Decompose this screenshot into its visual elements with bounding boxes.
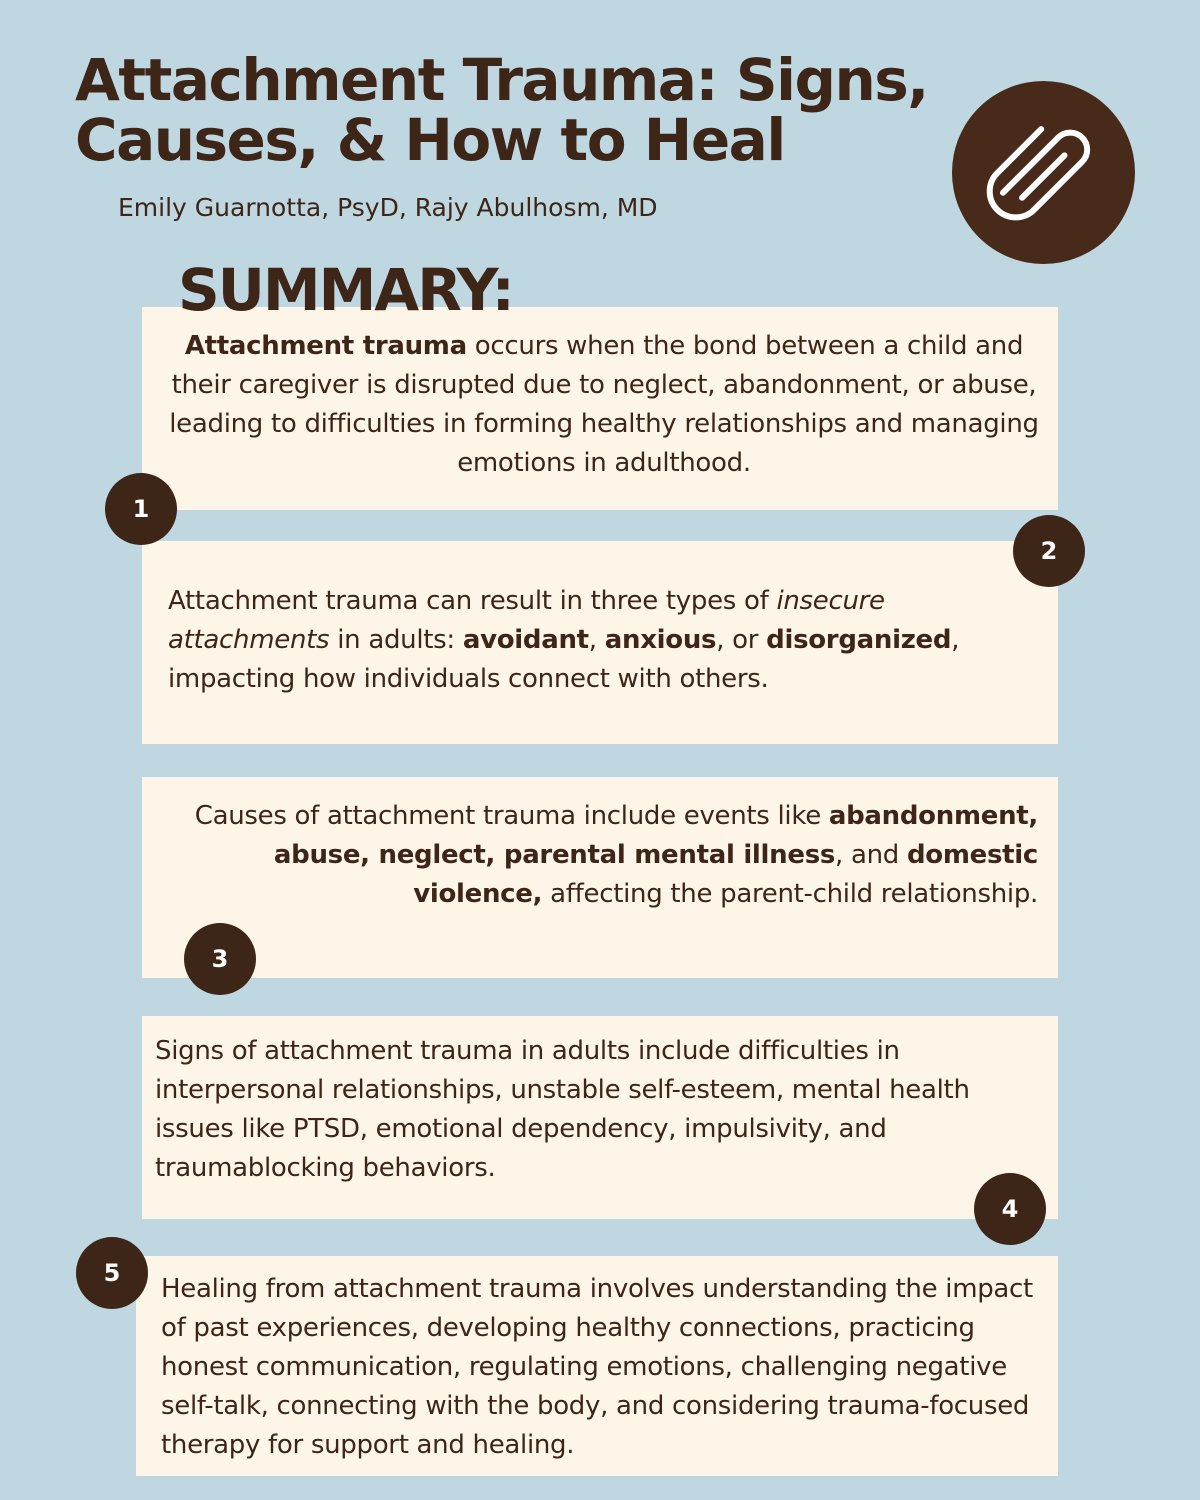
card-3-text-2: , and: [835, 840, 907, 870]
authors: Emily Guarnotta, PsyD, Rajy Abulhosm, MD: [118, 193, 658, 222]
card-1-bold-term: Attachment trauma: [184, 331, 467, 361]
summary-card-3: [142, 777, 1058, 978]
card-4-text: Signs of attachment trauma in adults include difficulties in interpersonal relationships, unstable self-esteem, mental health issues like PTSD, emotional dependency, impulsivity, and traumablocking behaviors.: [155, 1036, 970, 1183]
card-2-bold-avoidant: avoidant: [462, 625, 589, 655]
title-line-2: Causes, & How to Heal: [75, 106, 785, 174]
summary-card-1: [142, 307, 1058, 510]
card-5-text: Healing from attachment trauma involves understanding the impact of past experiences, developing healthy connections, practicing honest communication, regulating emotions, challenging negative self-talk, connecting with the body, and considering trauma-focused therapy for support and healing.: [161, 1274, 1033, 1460]
card-2-text-1: Attachment trauma can result in three types of: [168, 586, 777, 616]
card-2-text-2: in adults:: [329, 625, 463, 655]
card-2-bold-disorganized: disorganized: [766, 625, 952, 655]
title-line-1: Attachment Trauma: Signs,: [75, 46, 928, 114]
card-3-text-1: Causes of attachment trauma include events like: [194, 801, 829, 831]
page-title: [75, 46, 955, 174]
number-badge-3: 3: [184, 923, 256, 995]
summary-heading: SUMMARY:: [178, 256, 513, 324]
card-2-text-4: , or: [716, 625, 767, 655]
paperclip-badge: [952, 81, 1135, 264]
number-badge-4: 4: [974, 1173, 1046, 1245]
card-3-bold-causes: abandonment, abuse, neglect, parental mental illness: [273, 801, 1038, 870]
card-3-text-3: affecting the parent-child relationship.: [542, 879, 1038, 909]
number-badge-2: 2: [1013, 515, 1085, 587]
card-2-text-5: , impacting how individuals connect with others.: [168, 625, 960, 694]
number-badge-5: 5: [76, 1237, 148, 1309]
summary-card-4: [142, 1016, 1058, 1219]
card-2-text-3: ,: [588, 625, 605, 655]
card-1-text: occurs when the bond between a child and their caregiver is disrupted due to neglect, abandonment, or abuse, leading to difficulties in forming healthy relationships and managing emotions in adulthood.: [169, 331, 1039, 478]
summary-card-2: [142, 541, 1058, 744]
summary-card-5: [136, 1256, 1058, 1476]
card-2-italic-term: insecure attachments: [168, 586, 885, 655]
number-badge-1: 1: [105, 473, 177, 545]
card-3-bold-violence: domestic violence,: [413, 840, 1038, 909]
card-2-bold-anxious: anxious: [604, 625, 717, 655]
paperclip-icon: [969, 98, 1119, 248]
